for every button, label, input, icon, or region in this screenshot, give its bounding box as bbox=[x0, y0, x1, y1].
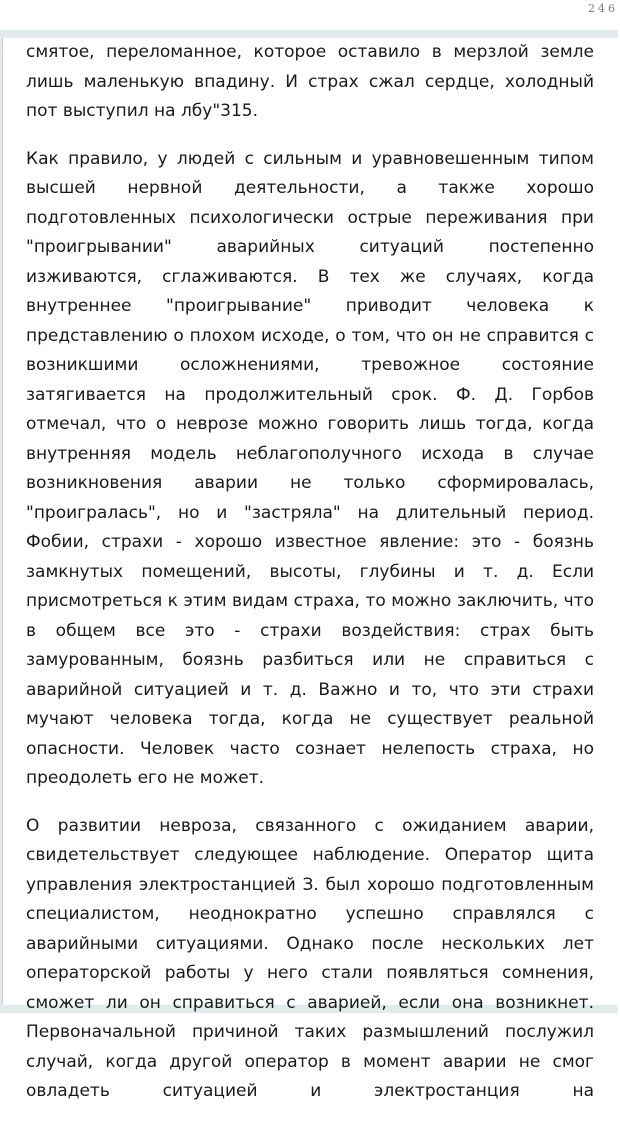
paragraph: Как правило, у людей с сильным и уравновешенным типом высшей нервной деятельности, а также хорошо подготовленных психологически острые переживания при "проигрывании" аварийных ситуаций постепенно изживаются, сглаживаются. В тех же случаях, когда внутреннее "проигрывание" приводит человека к представлению о плохом исходе, о том, что он не справится с возникшими осложнениями, тревожное состояние затягивается на продолжительный срок. Ф. Д. Горбов отмечал, что о неврозе можно говорить лишь тогда, когда внутренняя модель неблагополучного исхода в случае возникновения аварии не только сформировалась, "проигралась", но и "застряла" на длительный период. Фобии, страхи - хорошо известное явление: это - боязнь замкнутых помещений, высоты, глубины и т. д. Если присмотреться к этим видам страха, то можно заключить, что в общем все это - страхи воздействия: страх быть замурованным, боязнь разбиться или не справиться с аварийной ситуацией и т. д. Важно и то, что эти страхи мучают человека тогда, когда не существует реальной опасности. Человек часто сознает нелепость страха, но преодолеть его не может. bbox=[26, 148, 594, 788]
page-number: 246 bbox=[588, 2, 618, 15]
body-text bbox=[26, 38, 594, 1125]
paragraph: смятое, переломанное, которое оставило в мерзлой земле лишь маленькую впадину. И страх сжал сердце, холодный пот выступил на лбу"315. bbox=[26, 42, 594, 121]
page-header bbox=[0, 0, 620, 28]
paragraph: О развитии невроза, связанного с ожиданием аварии, свидетельствует следующее наблюдение. Оператор щита управления электростанцией З. был хорошо подготовленным специалистом, неоднократно успешно справлялся с аварийными ситуациями. Однако после нескольких лет операторской работы у него стали появляться сомнения, сможет ли он справиться с аварией, если она возникнет. Первоначальной причиной таких размышлений послужил случай, когда другой оператор в момент аварии не смог овладеть ситуацией и электростанция на bbox=[26, 815, 594, 1101]
